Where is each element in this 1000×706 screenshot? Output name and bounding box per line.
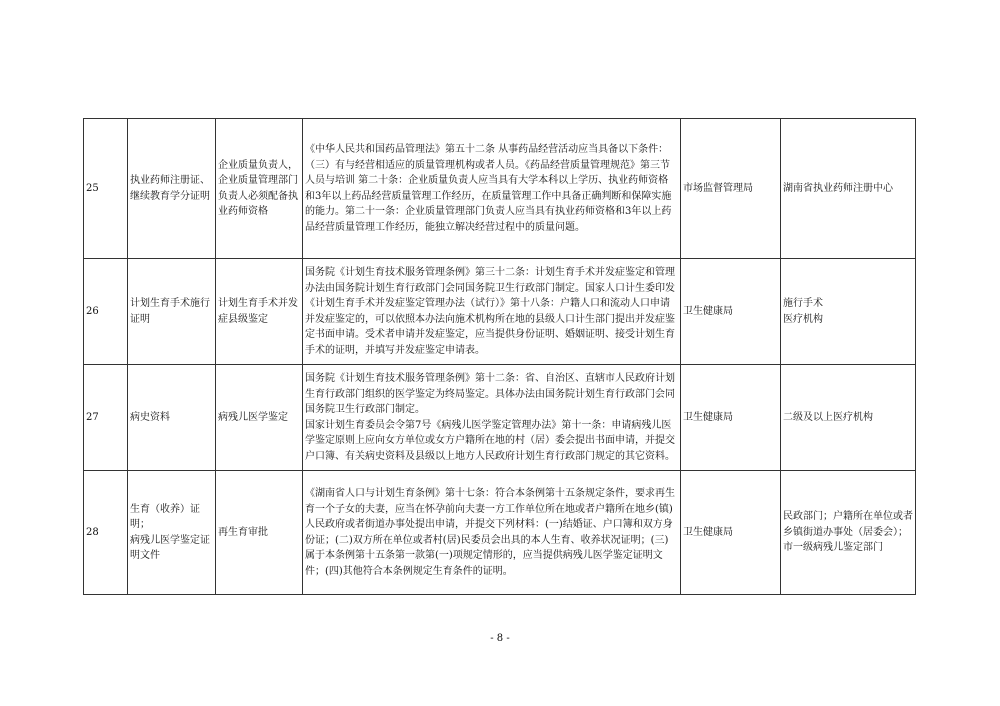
cell-no: 26: [84, 259, 128, 365]
cell-condition: 计划生育手术并发症县级鉴定: [216, 259, 303, 365]
cell-dept: 市场监督管理局: [681, 119, 781, 259]
table-row: [84, 259, 916, 365]
cell-basis: 国务院《计划生育技术服务管理条例》第十二条：省、自治区、直辖市人民政府计划生育行政部门组织的医学鉴定为终局鉴定。具体办法由国务院计划生育行政部门会同国务院卫生行政部门制定。 国家计划生育委员会令第7号《病残儿医学鉴定管理办法》第十一条：申请病残儿医学鉴定原则上应向女方单位或女方户籍所在地的村（居）委会提出书面申请，并提交户口簿、有关病史资料及县级以上地方人民政府计划生育行政部门规定的其它资料。: [303, 365, 681, 471]
table-row: [84, 471, 916, 595]
cell-issuer: 施行手术 医疗机构: [781, 259, 916, 365]
cell-issuer: 二级及以上医疗机构: [781, 365, 916, 471]
cell-material: 计划生育手术施行证明: [128, 259, 216, 365]
cell-issuer: 湖南省执业药师注册中心: [781, 119, 916, 259]
cell-material: 执业药师注册证、继续教育学分证明: [128, 119, 216, 259]
cell-condition: 企业质量负责人，企业质量管理部门负责人必须配备执业药师资格: [216, 119, 303, 259]
cell-no: 28: [84, 471, 128, 595]
cell-dept: 卫生健康局: [681, 259, 781, 365]
cell-condition: 病残儿医学鉴定: [216, 365, 303, 471]
cell-basis: 国务院《计划生育技术服务管理条例》第三十二条：计划生育手术并发症鉴定和管理办法由国务院计划生育行政部门会同国务院卫生行政部门制定。国家人口计生委印发《计划生育手术并发症鉴定管理办法（试行）》第十八条：户籍人口和流动人口申请并发症鉴定的，可以依照本办法向施术机构所在地的县级人口计生部门提出并发症鉴定书面申请。受术者申请并发症鉴定，应当提供身份证明、婚姻证明、接受计划生育手术的证明，并填写并发症鉴定申请表。: [303, 259, 681, 365]
requirements-table: [83, 118, 916, 595]
cell-condition: 再生育审批: [216, 471, 303, 595]
cell-dept: 卫生健康局: [681, 471, 781, 595]
table-row: [84, 365, 916, 471]
cell-basis: 《湖南省人口与计划生育条例》第十七条：符合本条例第十五条规定条件，要求再生育一个子女的夫妻，应当在怀孕前向夫妻一方工作单位所在地或者户籍所在地乡(镇)人民政府或者街道办事处提出申请，并提交下列材料：(一)结婚证、户口簿和双方身份证；(二)双方所在单位或者村(居)民委员会出具的本人生育、收养状况证明；(三)属于本条例第十五条第一款第(一)项规定情形的，应当提供病残儿医学鉴定证明文件；(四)其他符合本条例规定生育条件的证明。: [303, 471, 681, 595]
cell-basis: 《中华人民共和国药品管理法》第五十二条 从事药品经营活动应当具备以下条件：（三）有与经营相适应的质量管理机构或者人员。《药品经营质量管理规范》第三节 人员与培训 第二十条：企业质量负责人应当具有大学本科以上学历、执业药师资格和3年以上药品经营质量管理工作经历，在质量管理工作中具备正确判断和保障实施的能力。第二十一条：企业质量管理部门负责人应当具有执业药师资格和3年以上药品经营质量管理工作经历，能独立解决经营过程中的质量问题。: [303, 119, 681, 259]
cell-no: 25: [84, 119, 128, 259]
cell-dept: 卫生健康局: [681, 365, 781, 471]
table-row: [84, 119, 916, 259]
table-body: [84, 119, 916, 595]
cell-issuer: 民政部门；户籍所在单位或者乡镇街道办事处（居委会）；市一级病残儿鉴定部门: [781, 471, 916, 595]
cell-no: 27: [84, 365, 128, 471]
page-number: - 8 -: [490, 633, 510, 644]
cell-material: 生育（收养）证明； 病残儿医学鉴定证明文件: [128, 471, 216, 595]
cell-material: 病史资料: [128, 365, 216, 471]
